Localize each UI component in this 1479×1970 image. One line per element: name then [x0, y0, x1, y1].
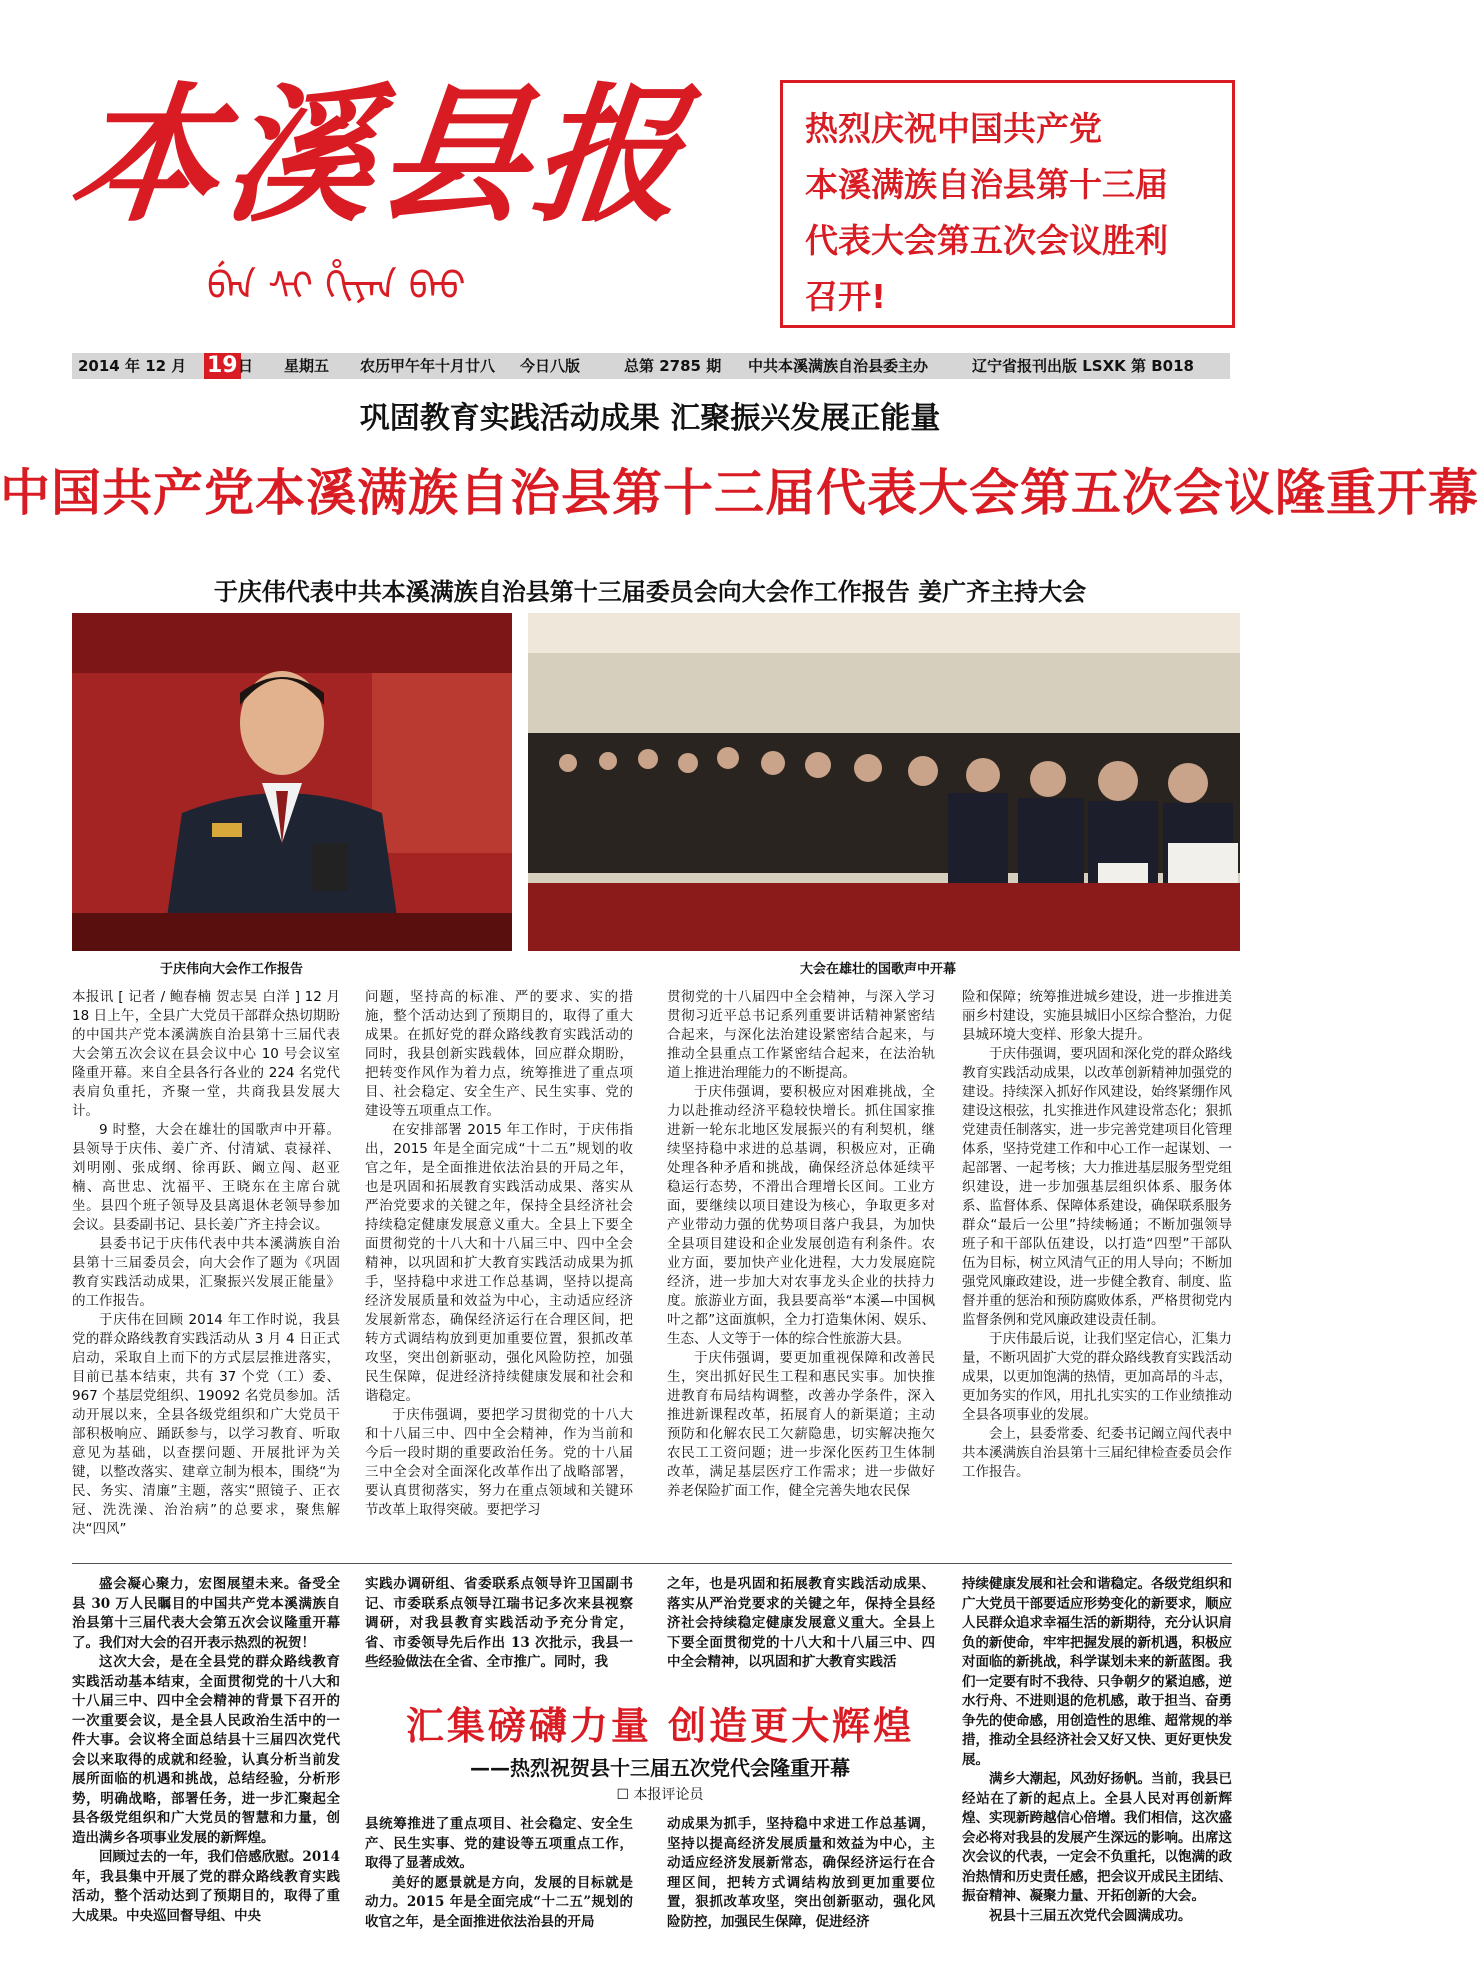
editorial-author: ☐ 本报评论员 [616, 1787, 704, 1803]
audience-photo [528, 613, 1240, 951]
editorial-paragraph: 县统筹推进了重点项目、社会稳定、安全生产、民生实事、党的建设等五项重点工作，取得了显著成效。 [365, 1816, 633, 1871]
lunar-date: 农历甲午年十月廿八 [360, 357, 496, 375]
date-day: 19 [204, 353, 241, 379]
article-paragraph: 9 时整，大会在雄壮的国歌声中开幕。县领导于庆伟、姜广齐、付清斌、袁禄祥、刘明刚、张成纲、徐再跃、阚立闯、赵亚楠、高世忠、沈福平、王晓东在主席台就坐。县四个班子领导及县离退休老领导参加会议。县委副书记、县长姜广齐主持会议。 [72, 1122, 340, 1233]
editorial-paragraph: 动成果为抓手，坚持稳中求进工作总基调，坚持以提高经济发展质量和效益为中心，主动适应经济发展新常态，确保经济运行在合理区间，把转方式调结构放到更加重要位置，狠抓改革攻坚，突出创新驱动，强化风险防控，加强民生保障，促进经济 [667, 1816, 935, 1930]
editorial-paragraph: 祝县十三届五次党代会圆满成功。 [989, 1907, 1192, 1924]
article-column-4 [962, 988, 1232, 1482]
editorial-column-2-bottom [365, 1815, 633, 1932]
editorial-subtitle: ——热烈祝贺县十三届五次党代会隆重开幕 [470, 1756, 850, 1780]
editorial-paragraph: 之年，也是巩固和拓展教育实践活动成果、落实从严治党要求的关键之年，保持全县经济社会持续稳定健康发展意义重大。全县上下要全面贯彻党的十八大和十八届三中、四中全会精神，以巩固和扩大教育实践活 [667, 1576, 935, 1670]
page-count: 今日八版 [520, 357, 581, 375]
audience-illustration [528, 613, 1240, 951]
speaker-photo [72, 613, 512, 951]
editorial-title: 汇集磅礴力量 创造更大辉煌 [405, 1703, 915, 1748]
editorial-column-3-bottom [667, 1815, 935, 1932]
editorial-column-1 [72, 1575, 340, 1926]
article-paragraph: 会上，县委常委、纪委书记阚立闯代表中共本溪满族自治县第十三届纪律检查委员会作工作报告。 [962, 1426, 1232, 1480]
speaker-illustration [72, 613, 512, 951]
article-paragraph: 贯彻党的十八届四中全会精神，与深入学习贯彻习近平总书记系列重要讲话精神紧密结合起来，与深化法治建设紧密结合起来，与推动全县重点工作紧密结合起来，在法治轨道上推进治理能力的不断提高。 [667, 989, 935, 1081]
editorial-paragraph: 满乡大潮起，风劲好扬帆。当前，我县已经站在了新的起点上。全县人民对再创新辉煌、实现新跨越信心倍增。我们相信，这次盛会必将对我县的发展产生深远的影响。出席这次会议的代表，一定会不负重托，以饱满的政治热情和历史责任感，把会议开成民主团结、振奋精神、凝聚力量、开拓创新的大会。 [962, 1771, 1232, 1904]
article-column-2 [365, 988, 633, 1520]
article-paragraph: 于庆伟强调，要巩固和深化党的群众路线教育实践活动成果，以改革创新精神加强党的建设。持续深入抓好作风建设，始终紧绷作风建设这根弦，扎实推进作风建设常态化；狠抓党建责任制落实，进一步完善党建项目化管理体系，坚持党建工作和中心工作一起谋划、一起部署、一起考核；大力推进基层服务型党组织建设，进一步加强基层组织体系、服务体系、监督体系、保障体系建设，确保联系服务群众“最后一公里”持续畅通；不断加强领导班子和干部队伍建设，以打造“四型”干部队伍为目标，树立风清气正的用人导向；不断加强党风廉政建设，进一步健全教育、制度、监督并重的惩治和预防腐败体系，严格贯彻党内监督条例和党风廉政建设责任制。 [962, 1046, 1232, 1328]
editorial-paragraph: 美好的愿景就是方向，发展的目标就是动力。2015 年是全面完成“十二五”规划的收官之年，是全面推进依法治县的开局 [365, 1874, 633, 1930]
article-paragraph: 于庆伟强调，要积极应对困难挑战，全力以赴推动经济平稳较快增长。抓住国家推进新一轮东北地区发展振兴的有利契机，继续坚持稳中求进的总基调，积极应对，正确处理各种矛盾和挑战，确保经济总体延续平稳运行态势，不滑出合理增长区间。工业方面，要继续以项目建设为核心，争取更多对产业带动力强的优势项目落户我县，为加快全县项目建设和企业发展创造有利条件。农业方面，要加快产业化进程，大力发展庭院经济，进一步加大对农事龙头企业的扶持力度。旅游业方面，我县要高举“本溪—中国枫叶之都”这面旗帜，全力打造集休闲、娱乐、生态、人文等于一体的综合性旅游大县。 [667, 1084, 935, 1347]
publication-license: 辽宁省报刊出版 LSXK 第 B018 [972, 357, 1194, 375]
editorial-column-3-top [667, 1575, 935, 1673]
celebration-banner [780, 80, 1235, 328]
article-paragraph: 在安排部署 2015 年工作时，于庆伟指出，2015 年是全面完成“十二五”规划的收官之年，是全面推进依法治县的开局之年，也是巩固和拓展教育实践活动成果、落实从严治党要求的关键之年，保持全县经济社会持续稳定健康发展意义重大。全县上下要全面贯彻党的十八大和十八届三中、四中全会精神，以巩固和扩大教育实践活动成果为抓手，坚持稳中求进工作总基调，坚持以提高经济发展质量和效益为中心，主动适应经济发展新常态，确保经济运行在合理区间，把转方式调结构放到更加重要位置，狠抓改革攻坚，突出创新驱动，强化风险防控，加强民生保障，促进经济持续健康发展和社会和谐稳定。 [365, 1122, 633, 1404]
banner-line: 代表大会第五次会议胜利 [805, 221, 1168, 260]
kicker-headline: 巩固教育实践活动成果 汇聚振兴发展正能量 [359, 401, 941, 436]
article-paragraph: 问题，坚持高的标准、严的要求、实的措施，整个活动达到了预期目的，取得了重大成果。在抓好党的群众路线教育实践活动的同时，我县创新实践载体，回应群众期盼，把转变作风作为着力点，统筹推进了重点项目、社会稳定、安全生产、民生实事、党的建设等五项重点工作。 [365, 989, 633, 1119]
banner-line: 本溪满族自治县第十三届 [805, 165, 1168, 204]
editorial-paragraph: 实践办调研组、省委联系点领导许卫国副书记、市委联系点领导江瑞书记多次来县视察调研，对我县教育实践活动予充分肯定，省、市委领导先后作出 13 次批示，我县一些经验做法在全省、全市推广。同时，我 [365, 1576, 633, 1670]
sub-headline: 于庆伟代表中共本溪满族自治县第十三届委员会向大会作工作报告 姜广齐主持大会 [213, 578, 1087, 606]
date-suffix: 日 [238, 357, 254, 375]
editorial-paragraph: 盛会凝心聚力，宏图展望未来。备受全县 30 万人民瞩目的中国共产党本溪满族自治县第十三届代表大会第五次会议隆重开幕了。我们对大会的召开表示热烈的祝贺！ [72, 1576, 340, 1651]
article-column-1 [72, 988, 340, 1539]
article-paragraph: 于庆伟强调，要更加重视保障和改善民生，突出抓好民生工程和惠民实事。加快推进教育布局结构调整，改善办学条件，深入推进新课程改革，拓展育人的新渠道；主动预防和化解农民工欠薪隐患，切实解决拖欠农民工工资问题；进一步深化医药卫生体制改革，满足基层医疗工作需求；进一步做好养老保险扩面工作，健全完善失地农民保 [667, 1350, 935, 1499]
banner-line: 热烈庆祝中国共产党 [805, 109, 1102, 148]
editorial-paragraph: 持续健康发展和社会和谐稳定。各级党组织和广大党员干部要适应形势变化的新要求，顺应人民群众追求幸福生活的新期待，充分认识肩负的新使命，牢牢把握发展的新机遇，积极应对面临的新挑战，科学谋划未来的新蓝图。我们一定要有时不我待、只争朝夕的紧迫感，逆水行舟、不进则退的危机感，敢于担当、奋勇争先的使命感，用创造性的思维、超常规的举措，推动全县经济社会又好又快、更好更快发展。 [962, 1576, 1232, 1768]
article-column-3 [667, 988, 935, 1501]
newspaper-title: 本溪县报 [62, 68, 698, 242]
editorial-column-4 [962, 1575, 1232, 1926]
article-paragraph: 险和保障；统筹推进城乡建设，进一步推进美丽乡村建设，实施县城旧小区综合整治，力促县城环境大变样、形象大提升。 [962, 989, 1232, 1043]
weekday: 星期五 [284, 357, 330, 375]
masthead [62, 60, 712, 308]
banner-line: 召开! [805, 277, 887, 316]
main-headline: 中国共产党本溪满族自治县第十三届代表大会第五次会议隆重开幕 [0, 464, 1479, 522]
manchu-script-title: ᠪᡝᠨ ᠰᡳ ᡥᡳᠶᠠᠨ ᠪᠠᠣ [207, 264, 466, 308]
article-paragraph: 于庆伟最后说，让我们坚定信心，汇集力量，不断巩固扩大党的群众路线教育实践活动成果，以更加饱满的热情，更加高昂的斗志，更加务实的作风，用扎扎实实的工作业绩推动全县各项事业的发展。 [962, 1331, 1232, 1423]
article-paragraph: 县委书记于庆伟代表中共本溪满族自治县第十三届委员会，向大会作了题为《巩固教育实践活动成果，汇聚振兴发展正能量》的工作报告。 [72, 1236, 340, 1309]
photo-caption-1: 于庆伟向大会作工作报告 [160, 962, 304, 977]
editorial-paragraph: 回顾过去的一年，我们倍感欣慰。2014 年，我县集中开展了党的群众路线教育实践活动，整个活动达到了预期目的，取得了重大成果。中央巡回督导组、中央 [72, 1849, 340, 1924]
editorial-column-2-top [365, 1575, 633, 1673]
article-paragraph: 于庆伟强调，要把学习贯彻党的十八大和十八届三中、四中全会精神，作为当前和今后一段时期的重要政治任务。党的十八届三中全会对全面深化改革作出了战略部署，要认真贯彻落实，努力在重点领域和关键环节改革上取得突破。要把学习 [365, 1407, 633, 1518]
issue-number: 总第 2785 期 [624, 357, 722, 375]
photo-caption-2: 大会在雄壮的国歌声中开幕 [800, 962, 957, 977]
editorial-paragraph: 这次大会，是在全县党的群众路线教育实践活动基本结束，全面贯彻党的十八大和十八届三中、四中全会精神的背景下召开的一次重要会议，是全县人民政治生活中的一件大事。会议将全面总结县十三届四次党代会以来取得的成就和经验，认真分析当前发展所面临的机遇和挑战，总结经验，分析形势，明确战略，部署任务，进一步汇聚起全县各级党组织和广大党员的智慧和力量，创造出满乡各项事业发展的新辉煌。 [72, 1654, 340, 1846]
sponsor: 中共本溪满族自治县委主办 [748, 357, 929, 375]
article-paragraph: 本报讯 [ 记者 / 鲍春楠 贺志昊 白洋 ] 12 月 18 日上午，全县广大党员干部群众热切期盼的中国共产党本溪满族自治县第十三届代表大会第五次会议在县会议中心 10 号会议室隆重开幕。来自全县各行各业的 224 名党代表肩负重托，齐聚一堂，共商我县发展大计。 [72, 989, 340, 1119]
section-divider [72, 1563, 1232, 1564]
issue-info-bar [72, 353, 1230, 379]
date-prefix: 2014 年 12 月 [78, 357, 187, 375]
article-paragraph: 于庆伟在回顾 2014 年工作时说，我县党的群众路线教育实践活动从 3 月 4 日正式启动，采取自上而下的方式层层推进落实，目前已基本结束，共有 37 个党（工）委、967 个基层党组织、19092 名党员参加。活动开展以来，全县各级党组织和广大党员干部积极响应、踊跃参与，以学习教育、听取意见为基础，以查摆问题、开展批评为关键，以整改落实、建章立制为根本，围绕“为民、务实、清廉”主题，落实“照镜子、正衣冠、洗洗澡、治治病”的总要求，聚焦解决“四风” [72, 1312, 340, 1537]
